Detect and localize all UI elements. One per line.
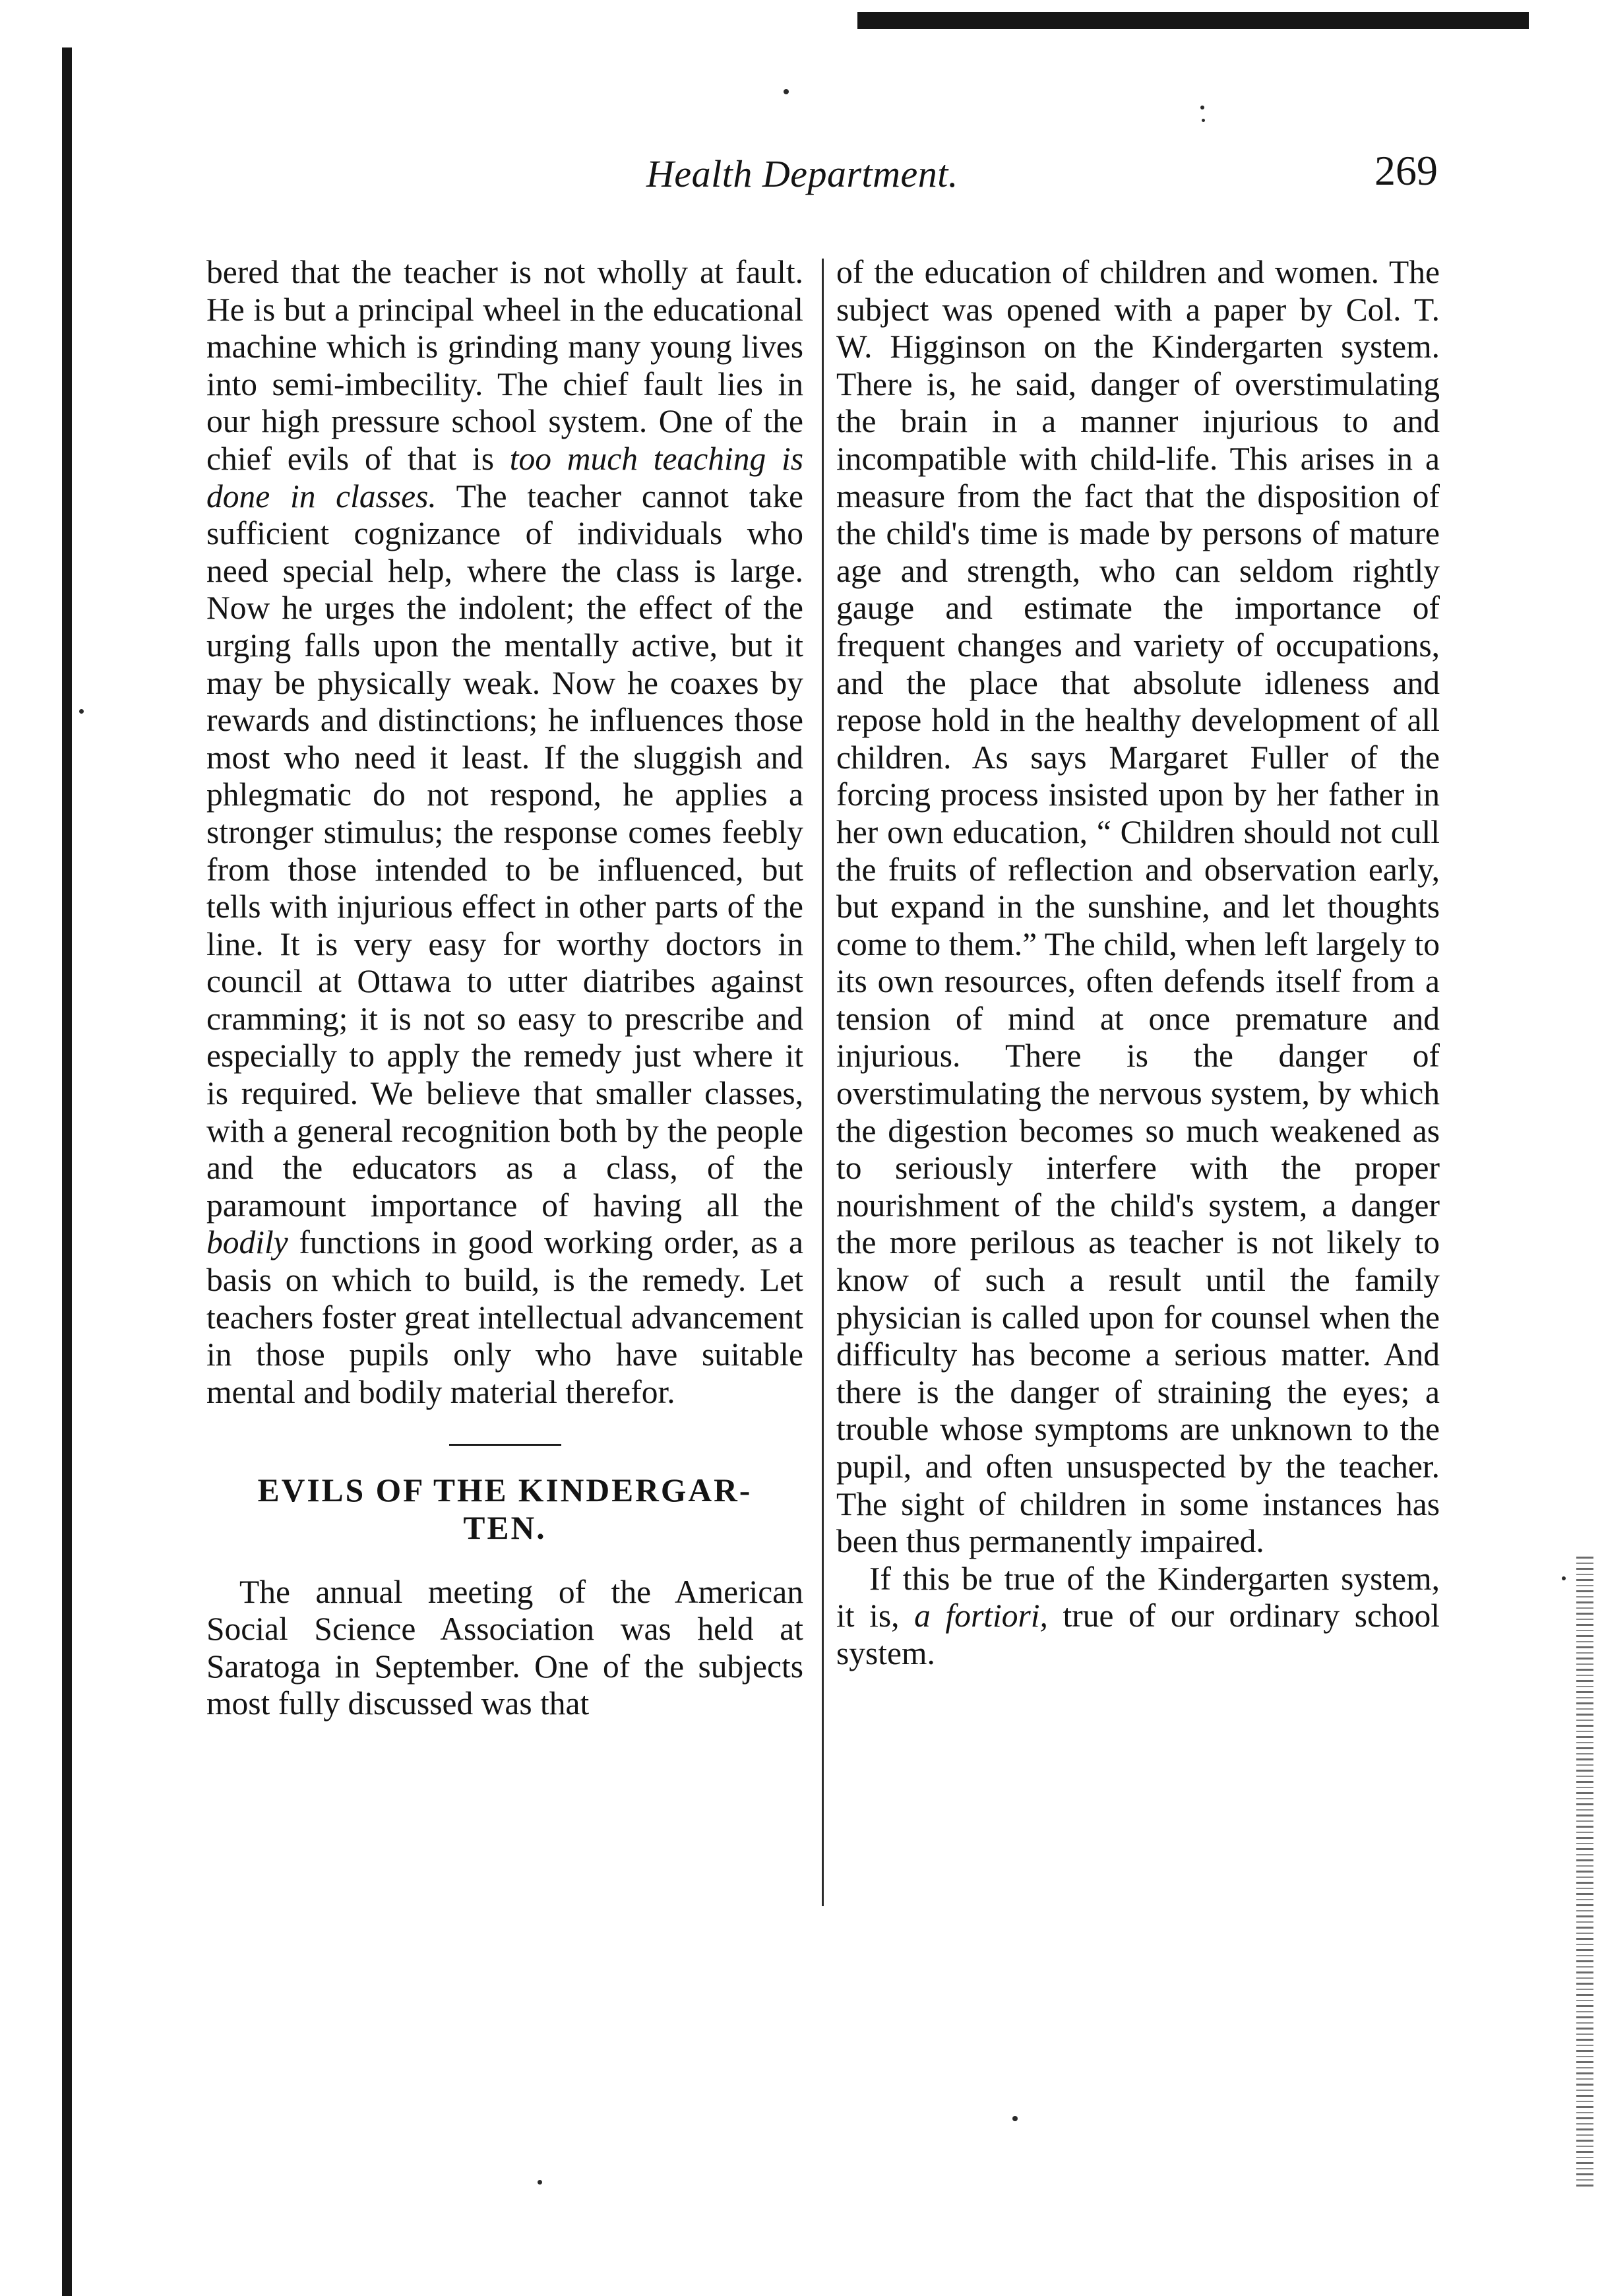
left-border-rule: [62, 47, 72, 2296]
left-column: [206, 254, 803, 1723]
body-paragraph: [206, 254, 803, 1411]
scan-edge-noise: [1576, 1557, 1593, 2190]
scan-speck: [538, 2180, 542, 2185]
section-heading-line: TEN.: [463, 1510, 547, 1546]
scan-speck: [79, 709, 84, 714]
scan-speck: [1562, 1576, 1566, 1580]
column-divider: [822, 259, 824, 1906]
emphasis-text: a fortiori,: [914, 1598, 1048, 1634]
running-header: [198, 146, 1438, 219]
body-paragraph: The annual meeting of the American Social Science Association was held at Saratoga in September. One of the subjects most fully discussed was that: [206, 1573, 803, 1722]
scan-speck: [1202, 119, 1205, 122]
body-paragraph: [836, 1561, 1440, 1673]
paragraph-text: bered that the teacher is not wholly at fault. He is but a principal wheel in the educational machine which is grinding many young lives into semi-imbecility. The chief fault lies in our high pressure school system. One of the chief evils of that is: [206, 254, 803, 477]
scan-speck: [1200, 106, 1204, 109]
right-column: [836, 254, 1440, 1673]
body-paragraph: of the education of children and women. The subject was opened with a paper by Col. T. W. Higginson on the Kindergarten system. There is, he said, danger of overstimulating the brain in a manner injurious to and incompatible with child-life. This arises in a measure from the fact that the disposition of the child's time is made by persons of mature age and strength, who can seldom rightly gauge and estimate the importance of frequent changes and variety of occupations, and the place that absolute idleness and repose hold in the healthy development of all children. As says Margaret Fuller of the forcing process insisted upon by her father in her own education, “ Children should not cull the fruits of reflection and observation early, but expand in the sunshine, and let thoughts come to them.” The child, when left largely to its own resources, often defends itself from a tension of mind at once premature and injurious. There is the danger of overstimulating the nervous system, by which the digestion becomes so much weakened as to seriously interfere with the proper nourishment of the child's system, a danger the more perilous as teacher is not likely to know of such a result until the family physician is called upon for counsel when the difficulty has become a serious matter. And there is the danger of straining the eyes; a trouble whose symptoms are unknown to the pupil, and often unsuspected by the teacher. The sight of children in some instances has been thus permanently impaired.: [836, 254, 1440, 1560]
scan-speck: [1012, 2116, 1018, 2121]
paragraph-text: true of our ordinary school system.: [836, 1598, 1440, 1671]
emphasis-text: bodily: [206, 1224, 288, 1261]
section-heading-line: EVILS OF THE KINDERGAR-: [257, 1472, 753, 1509]
emphasis-text: too much teaching is done in classes.: [206, 440, 803, 514]
top-border-rule: [857, 12, 1529, 29]
section-divider-rule: [449, 1444, 561, 1446]
section-heading: [206, 1472, 803, 1547]
running-title: Health Department.: [646, 152, 958, 195]
paragraph-text: If this be true of the Kindergarten system, it is,: [836, 1560, 1440, 1634]
scan-speck: [784, 89, 789, 94]
page-number: 269: [1374, 147, 1438, 194]
paragraph-text: The teacher cannot take sufficient cognizance of individuals who need special help, where the class is large. Now he urges the indolent; the effect of the urging falls upon the mentally active, but it may be physically weak. Now he coaxes by rewards and distinctions; he influences those most who need it least. If the sluggish and phlegmatic do not respond, he applies a stronger stimulus; the response comes feebly from those intended to be influenced, but tells with injurious effect in other parts of the line. It is very easy for worthy doctors in council at Ottawa to utter diatribes against cramming; it is not so easy to prescribe and especially to apply the remedy just where it is required. We believe that smaller classes, with a general recognition both by the people and the educators as a class, of the paramount importance of having all the: [206, 478, 803, 1224]
paragraph-text: functions in good working order, as a basis on which to build, is the remedy. Let teachers foster great intellectual advancement in those pupils only who have suitable mental and bodily material therefor.: [206, 1224, 803, 1410]
